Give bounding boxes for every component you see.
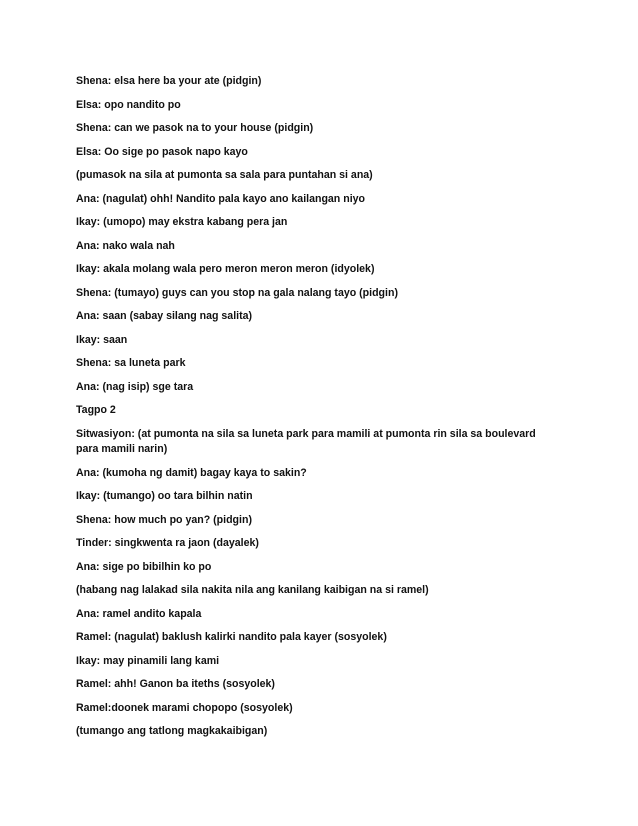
dialogue-line: Ikay: (umopo) may ekstra kabang pera jan <box>76 216 288 228</box>
scene-heading: Tagpo 2 <box>76 404 116 416</box>
dialogue-line: Ramel: (nagulat) baklush kalirki nandito pala kayer (sosyolek) <box>76 631 387 643</box>
dialogue-line: Ramel: ahh! Ganon ba iteths (sosyolek) <box>76 678 275 690</box>
stage-direction: (habang nag lalakad sila nakita nila ang kanilang kaibigan na si ramel) <box>76 584 429 596</box>
dialogue-line: Ana: sige po bibilhin ko po <box>76 560 212 573</box>
dialogue-line: Ana: (nag isip) sge tara <box>76 380 194 393</box>
script-text <box>76 74 560 748</box>
dialogue-line: Ikay: may pinamili lang kami <box>76 654 220 667</box>
stage-direction: (pumasok na sila at pumonta sa sala para puntahan si ana) <box>76 169 373 181</box>
dialogue-line: Ikay: akala molang wala pero meron meron meron (idyolek) <box>76 263 375 275</box>
dialogue-line: Shena: sa luneta park <box>76 357 186 369</box>
dialogue-line: Ana: (nagulat) ohh! Nandito pala kayo ano kailangan niyo <box>76 192 366 205</box>
situation-description: Sitwasiyon: (at pumonta na sila sa luneta park para mamili at pumonta rin sila sa boulevard para mamili narin) <box>76 427 536 455</box>
dialogue-line: Elsa: opo nandito po <box>76 98 181 111</box>
dialogue-line: Ana: ramel andito kapala <box>76 607 202 620</box>
dialogue-line: Shena: can we pasok na to your house (pidgin) <box>76 122 314 134</box>
dialogue-line: Elsa: Oo sige po pasok napo kayo <box>76 145 248 158</box>
dialogue-line: Ramel:doonek marami chopopo (sosyolek) <box>76 701 293 714</box>
dialogue-line: Ikay: saan <box>76 333 128 346</box>
dialogue-line: Tinder: singkwenta ra jaon (dayalek) <box>76 537 259 549</box>
dialogue-line: Ana: (kumoha ng damit) bagay kaya to sakin? <box>76 466 307 479</box>
stage-direction: (tumango ang tatlong magkakaibigan) <box>76 725 268 737</box>
dialogue-line: Ana: saan (sabay silang nag salita) <box>76 310 253 322</box>
dialogue-line: Ana: nako wala nah <box>76 239 175 252</box>
dialogue-line: Shena: (tumayo) guys can you stop na gala nalang tayo (pidgin) <box>76 286 398 299</box>
dialogue-line: Ikay: (tumango) oo tara bilhin natin <box>76 490 253 502</box>
dialogue-line: Shena: how much po yan? (pidgin) <box>76 513 252 526</box>
dialogue-line: Shena: elsa here ba your ate (pidgin) <box>76 75 262 87</box>
